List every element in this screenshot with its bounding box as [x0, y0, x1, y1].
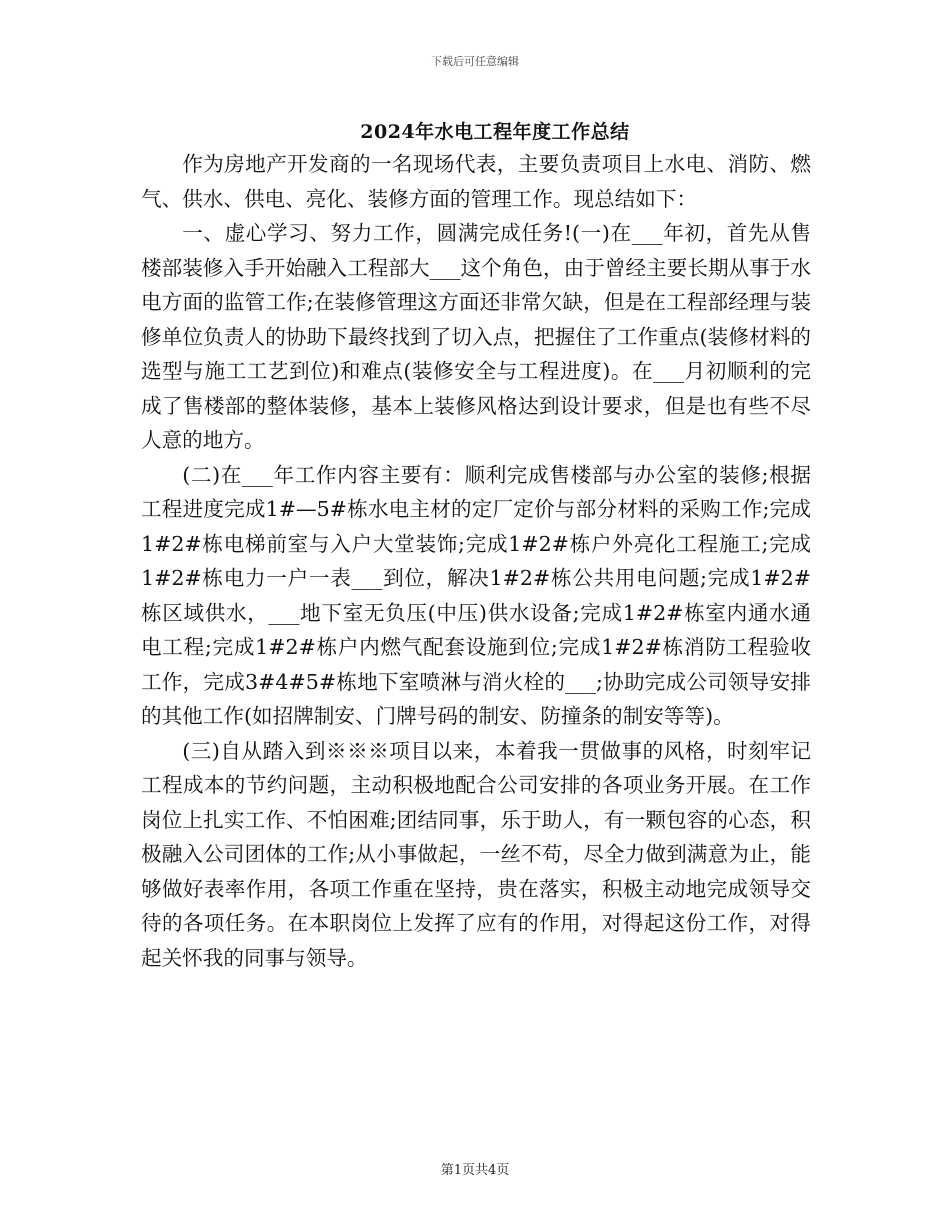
paragraph-section-2: (二)在___年工作内容主要有：顺利完成售楼部与办公室的装修;根据工程进度完成1#—5#栋水电主材的定厂定价与部分材料的采购工作;完成1#2#栋电梯前室与入户大堂装饰;完成1#2#栋户外亮化工程施工;完成1#2#栋电力一户一表___到位，解决1#2#栋公共用电问题;完成1#2#栋区域供水，___地下室无负压(中压)供水设备;完成1#2#栋室内通水通电工程;完成1#2#栋户内燃气配套设施到位;完成1#2#栋消防工程验收工作，完成3#4#5#栋地下室喷淋与消火栓的___;协助完成公司领导安排的其他工作(如招牌制安、门牌号码的制安、防撞条的制安等等)。 — [141, 462, 811, 728]
paragraph-section-3: (三)自从踏入到※※※项目以来，本着我一贯做事的风格，时刻牢记工程成本的节约问题，主动积极地配合公司安排的各项业务开展。在工作岗位上扎实工作、不怕困难;团结同事，乐于助人，有一颗包容的心态，积极融入公司团体的工作;从小事做起，一丝不苟，尽全力做到满意为止，能够做好表率作用，各项工作重在坚持，贵在落实，积极主动地完成领导交待的各项任务。在本职岗位上发挥了应有的作用，对得起这份工作，对得起关怀我的同事与领导。 — [141, 738, 811, 970]
document-body — [141, 147, 811, 975]
page-header: 下载后可任意编辑 — [431, 55, 519, 68]
paragraph-intro: 作为房地产开发商的一名现场代表，主要负责项目上水电、消防、燃气、供水、供电、亮化、装修方面的管理工作。现总结如下： — [141, 152, 811, 211]
paragraph-section-1: 一、虚心学习、努力工作，圆满完成任务!(一)在___年初，首先从售楼部装修入手开始融入工程部大___这个角色，由于曾经主要长期从事于水电方面的监管工作;在装修管理这方面还非常欠缺，但是在工程部经理与装修单位负责人的协助下最终找到了切入点，把握住了工作重点(装修材料的选型与施工工艺到位)和难点(装修安全与工程进度)。在___月初顺利的完成了售楼部的整体装修，基本上装修风格达到设计要求，但是也有些不尽人意的地方。 — [141, 221, 811, 452]
page-footer: 第1页共4页 — [440, 1163, 510, 1178]
document-title: 2024年水电工程年度工作总结 — [360, 121, 630, 143]
